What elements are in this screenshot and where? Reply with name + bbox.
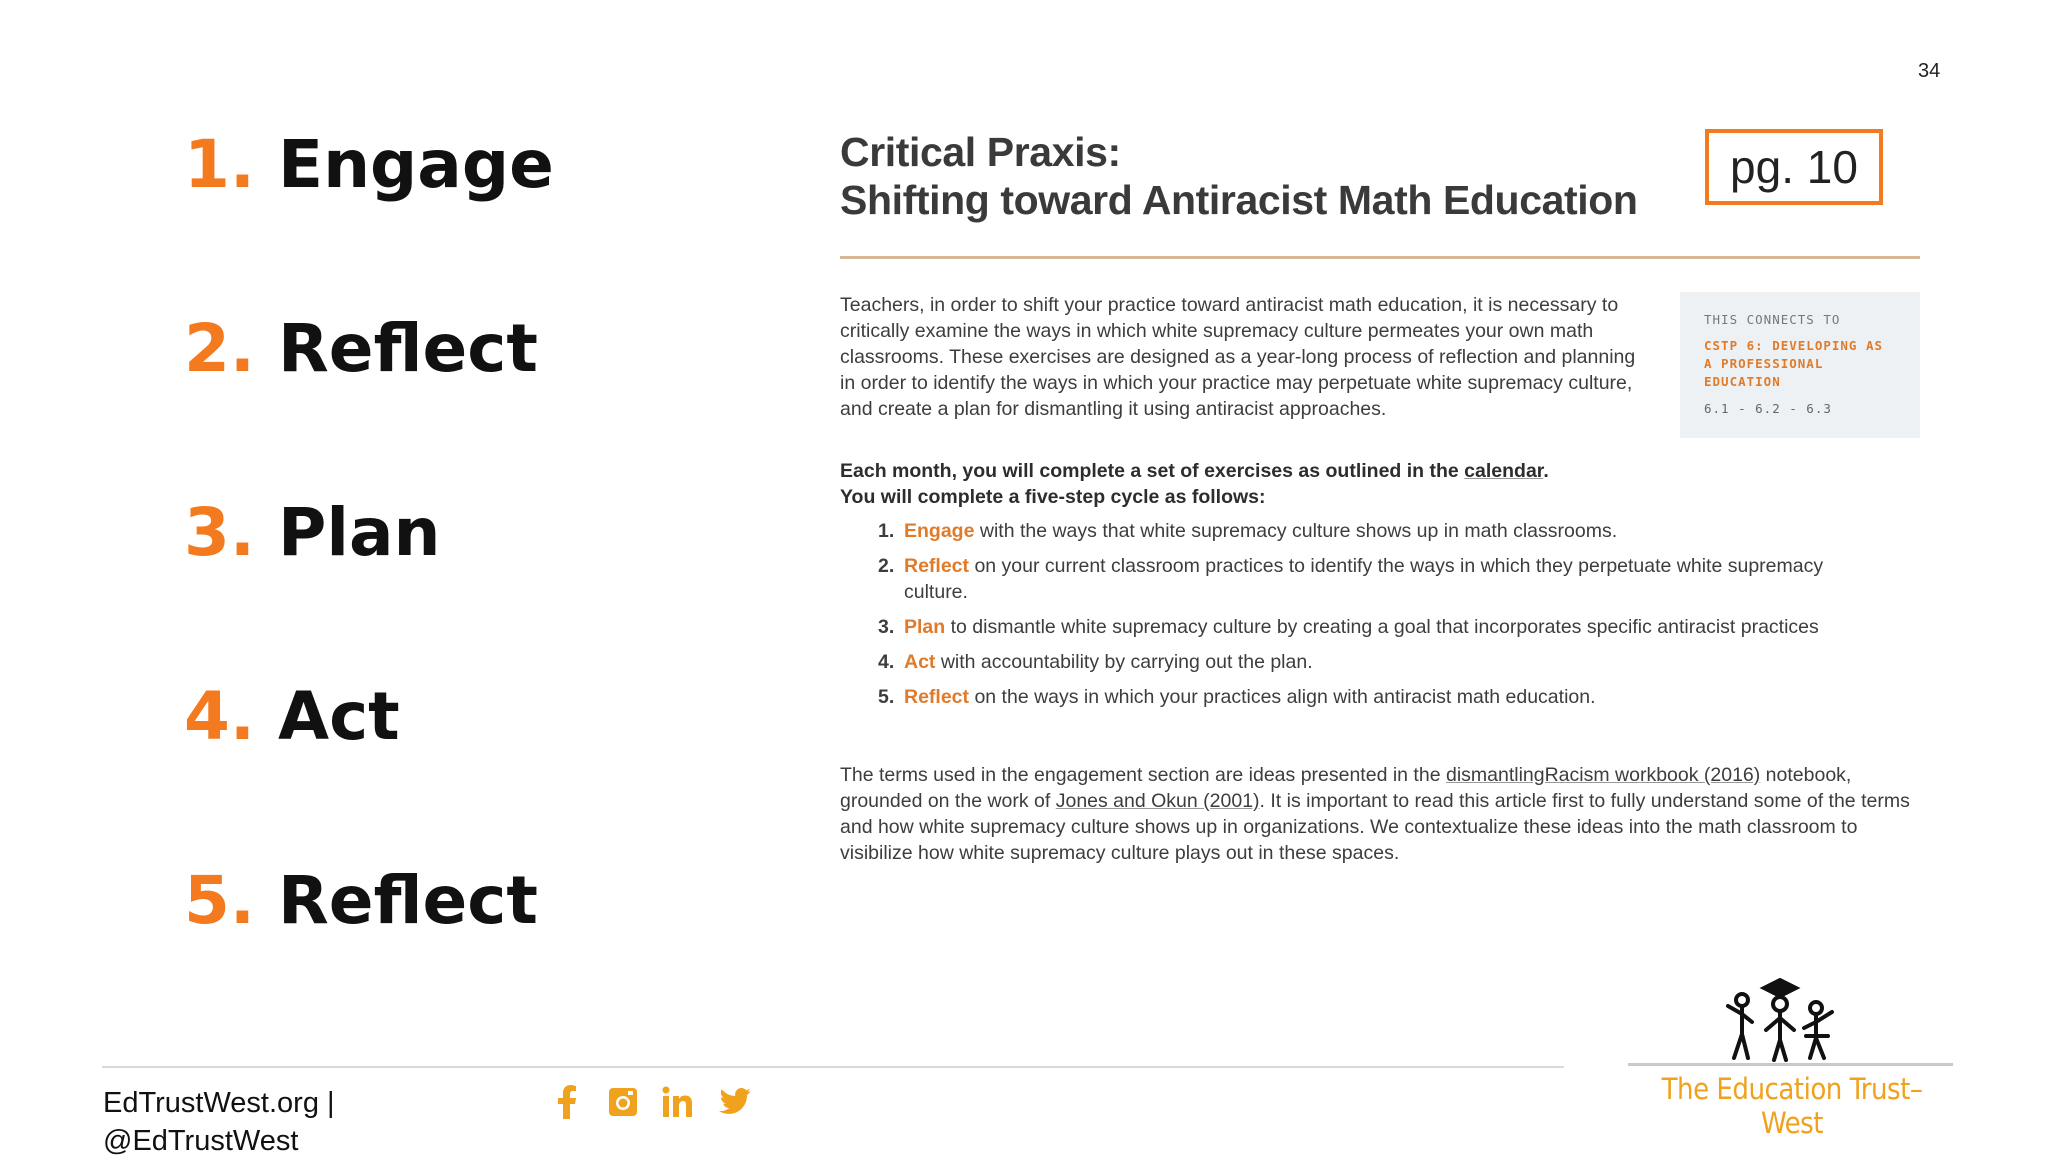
cycle-number: 5. [878, 686, 895, 708]
cycle-text: on the ways in which your practices align with antiracist math education. [969, 686, 1596, 708]
workbook-link[interactable]: dismantlingRacism workbook (2016) [1445, 764, 1761, 786]
cycle-text: on your current classroom practices to identify the ways in which they perpetuate white supremacy culture. [904, 555, 1824, 603]
cycle-item [878, 684, 1878, 710]
step-item [184, 861, 554, 1045]
cycle-text: with accountability by carrying out the plan. [935, 651, 1313, 673]
document-intro: Teachers, in order to shift your practice toward antiracist math education, it is necessary to critically examine the ways in which white supremacy culture permeates your own math classrooms. These exercises are designed as a year-long process of reflection and planning in order to identify the ways in which your practice may perpetuate white supremacy culture, and create a plan for dismantling it using antiracist approaches. [840, 294, 1636, 420]
cycle-keyword: Plan [904, 616, 946, 638]
step-label: Reflect [277, 310, 538, 387]
terms-paragraph [840, 762, 1920, 866]
linkedin-icon[interactable] [660, 1085, 698, 1119]
cycle-item [878, 553, 1878, 605]
step-item [184, 125, 554, 309]
twitter-handle[interactable]: @EdTrustWest [103, 1125, 299, 1157]
cycle-item [878, 518, 1878, 544]
step-label: Plan [277, 494, 441, 571]
calendar-link[interactable]: calendar [1464, 460, 1544, 482]
organization-name: The Education Trust–West [1661, 1072, 1923, 1140]
connects-to-panel [1680, 292, 1920, 438]
step-number: 4. [184, 678, 255, 755]
terms-text-mid: notebook, grounded on the work of [840, 764, 1852, 812]
logo-divider [1628, 1063, 1953, 1066]
step-label: Engage [277, 126, 554, 203]
month-text: Each month, you will complete a set of exercises as outlined in the [840, 460, 1465, 482]
cycle-number: 3. [878, 616, 895, 638]
cycle-item [878, 614, 1878, 640]
cycle-intro: You will complete a five-step cycle as follows: [840, 486, 1266, 508]
connects-heading: THIS CONNECTS TO [1704, 312, 1841, 327]
month-instructions [840, 458, 1840, 510]
connects-codes: 6.1 - 6.2 - 6.3 [1704, 401, 1832, 416]
step-number: 3. [184, 494, 255, 571]
terms-text: The terms used in the engagement section are ideas presented in the [840, 764, 1446, 786]
document-title-line1: Critical Praxis: [840, 129, 1121, 175]
cycle-number: 4. [878, 651, 895, 673]
jones-okun-link[interactable]: Jones and Okun (2001) [1055, 790, 1260, 812]
facebook-icon[interactable] [548, 1085, 586, 1119]
document-title-line2: Shifting toward Antiracist Math Education [840, 177, 1638, 223]
twitter-icon[interactable] [716, 1085, 754, 1119]
cycle-keyword: Act [904, 651, 936, 673]
step-label: Reflect [277, 862, 538, 939]
cycle-number: 2. [878, 555, 895, 577]
step-item [184, 493, 554, 677]
cycle-text: with the ways that white supremacy culture shows up in math classrooms. [974, 520, 1618, 542]
cycle-item [878, 649, 1878, 675]
cycle-list [878, 518, 1878, 719]
step-label: Act [277, 678, 400, 755]
cycle-keyword: Reflect [904, 555, 970, 577]
step-number: 2. [184, 310, 255, 387]
step-number: 5. [184, 862, 255, 939]
page-reference-text: pg. 10 [1730, 141, 1858, 193]
cycle-keyword: Engage [904, 520, 975, 542]
education-trust-logo-icon [1720, 978, 1840, 1062]
document-divider [840, 256, 1920, 259]
cycle-keyword: Reflect [904, 686, 970, 708]
step-item [184, 677, 554, 861]
month-text-end: . [1543, 460, 1549, 482]
connects-standard: CSTP 6: DEVELOPING AS A PROFESSIONAL EDUCATION [1704, 338, 1884, 389]
steps-list [184, 125, 554, 1045]
page-reference-box [1705, 129, 1883, 205]
instagram-icon[interactable] [604, 1085, 642, 1119]
cycle-number: 1. [878, 520, 895, 542]
step-item [184, 309, 554, 493]
terms-text-end: . It is important to read this article first to fully understand some of the terms and how white supremacy culture shows up in organizations. We contextualize these ideas into the math classroom to visibilize how white supremacy culture plays out in these spaces. [840, 790, 1910, 864]
footer-website [103, 1084, 335, 1160]
website-link[interactable]: EdTrustWest.org | [103, 1087, 335, 1119]
step-number: 1. [184, 126, 255, 203]
slide-page-number: 34 [1918, 60, 1941, 82]
cycle-text: to dismantle white supremacy culture by creating a goal that incorporates specific antiracist practices [945, 616, 1819, 638]
footer-divider [102, 1066, 1564, 1068]
social-icons [548, 1085, 754, 1119]
